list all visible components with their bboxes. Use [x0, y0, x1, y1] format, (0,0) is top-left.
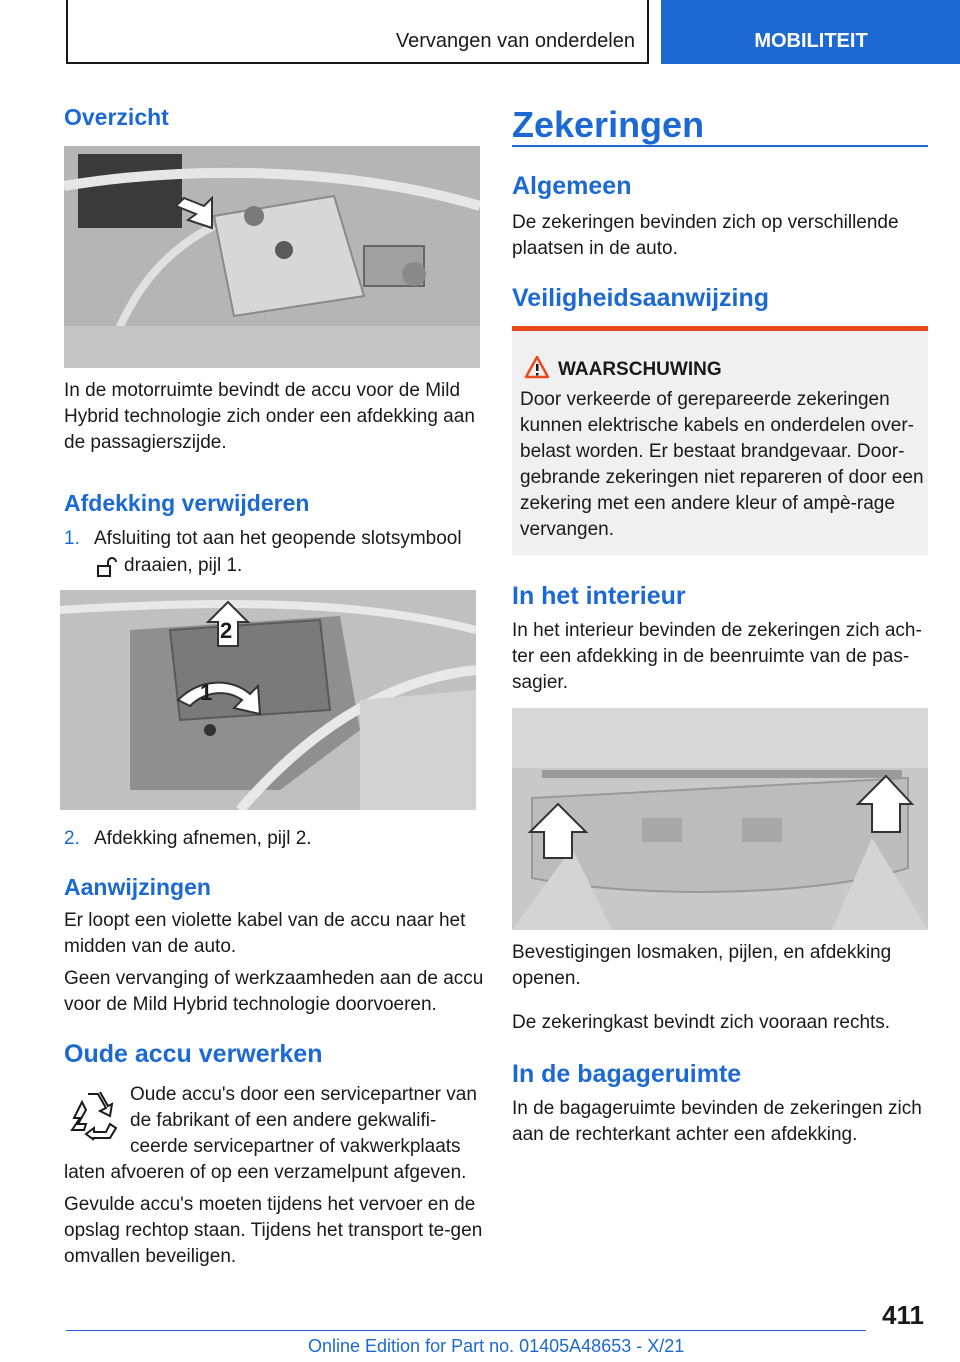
notes-paragraph-2: Geen vervanging of werkzaamheden aan de accu voor de Mild Hybrid technologie doorvoeren.: [64, 968, 484, 1015]
step-1-text: Afsluiting tot aan het geopende slotsymbool: [94, 528, 462, 549]
safety-heading: Veiligheidsaanwijzing: [512, 284, 770, 312]
interior-caption: Bevestigingen losmaken, pijlen, en afdekking openen.: [512, 942, 892, 989]
old-battery-paragraph-1-continued: laten afvoeren of op een verzamelpunt afgeven.: [64, 1162, 467, 1183]
overview-paragraph: In de motorruimte bevindt de accu voor de Mild Hybrid technologie zich onder een afdekking aan de passagierszijde.: [64, 380, 475, 453]
old-battery-paragraph-2: Gevulde accu's moeten tijdens het vervoer en de opslag rechtop staan. Tijdens het transport te-gen omvallen beveiligen.: [64, 1194, 483, 1267]
interior-fuse-cover-image: [512, 708, 928, 930]
fuses-heading: Zekeringen: [512, 104, 705, 145]
step-1-text-continued: draaien, pijl 1.: [124, 555, 243, 576]
step-1-number: 1.: [64, 528, 80, 549]
footer-edition: Online Edition for Part no. 01405A48653 - X/21: [308, 1336, 685, 1356]
trunk-paragraph: In de bagageruimte bevinden de zekeringen zich aan de rechterkant achter een afdekking.: [512, 1098, 922, 1145]
cover-removal-drawing: [60, 590, 476, 810]
open-lock-icon: [96, 556, 118, 578]
remove-cover-heading: Afdekking verwijderen: [64, 490, 310, 516]
engine-bay-image: [64, 146, 480, 368]
header-chapter-title: MOBILITEIT: [754, 30, 868, 52]
header-section-box: [66, 0, 649, 64]
interior-heading: In het interieur: [512, 582, 686, 610]
header-chapter-tab: [661, 0, 960, 64]
recycle-icon: [66, 1088, 120, 1142]
warning-text: Door verkeerde of gerepareerde zekeringen kunnen elektrische kabels en onderdelen over-belast worden. Er bestaat brandgevaar. Door-gebrande zekeringen niet repareren of door een zekering met een andere kleur of ampè-rage vervangen.: [520, 389, 924, 540]
notes-paragraph-1: Er loopt een violette kabel van de accu naar het midden van de auto.: [64, 910, 466, 957]
cover-removal-image: [60, 590, 476, 810]
interior-fuse-cover-drawing: [512, 708, 928, 930]
trunk-heading: In de bagageruimte: [512, 1060, 742, 1088]
footer-rule: [66, 1330, 866, 1331]
old-battery-paragraph-1: Oude accu's door een servicepartner van de fabrikant of een andere gekwalifi-ceerde servicepartner of vakwerkplaats: [130, 1084, 477, 1157]
overview-heading: Overzicht: [64, 104, 169, 130]
warning-triangle-icon: [524, 355, 550, 379]
old-battery-heading: Oude accu verwerken: [64, 1040, 323, 1068]
header-section-title: Vervangen van onderdelen: [395, 30, 635, 52]
interior-paragraph: In het interieur bevinden de zekeringen zich ach-ter een afdekking in de beenruimte van de pas-sagier.: [512, 620, 922, 693]
general-heading: Algemeen: [512, 172, 632, 200]
engine-bay-drawing: [64, 146, 480, 368]
warning-title: WAARSCHUWING: [558, 359, 722, 380]
step-2-text: Afdekking afnemen, pijl 2.: [94, 828, 312, 849]
notes-heading: Aanwijzingen: [64, 874, 211, 900]
step-2-number: 2.: [64, 828, 80, 849]
general-paragraph: De zekeringen bevinden zich op verschillende plaatsen in de auto.: [512, 212, 899, 259]
arrow-2-label: 2: [220, 618, 233, 643]
warning-box: [512, 326, 928, 555]
arrow-1-label: 1: [200, 680, 213, 705]
interior-paragraph-2: De zekeringkast bevindt zich vooraan rechts.: [512, 1012, 891, 1033]
fuses-heading-rule: [512, 145, 928, 147]
page-number: 411: [882, 1300, 924, 1330]
